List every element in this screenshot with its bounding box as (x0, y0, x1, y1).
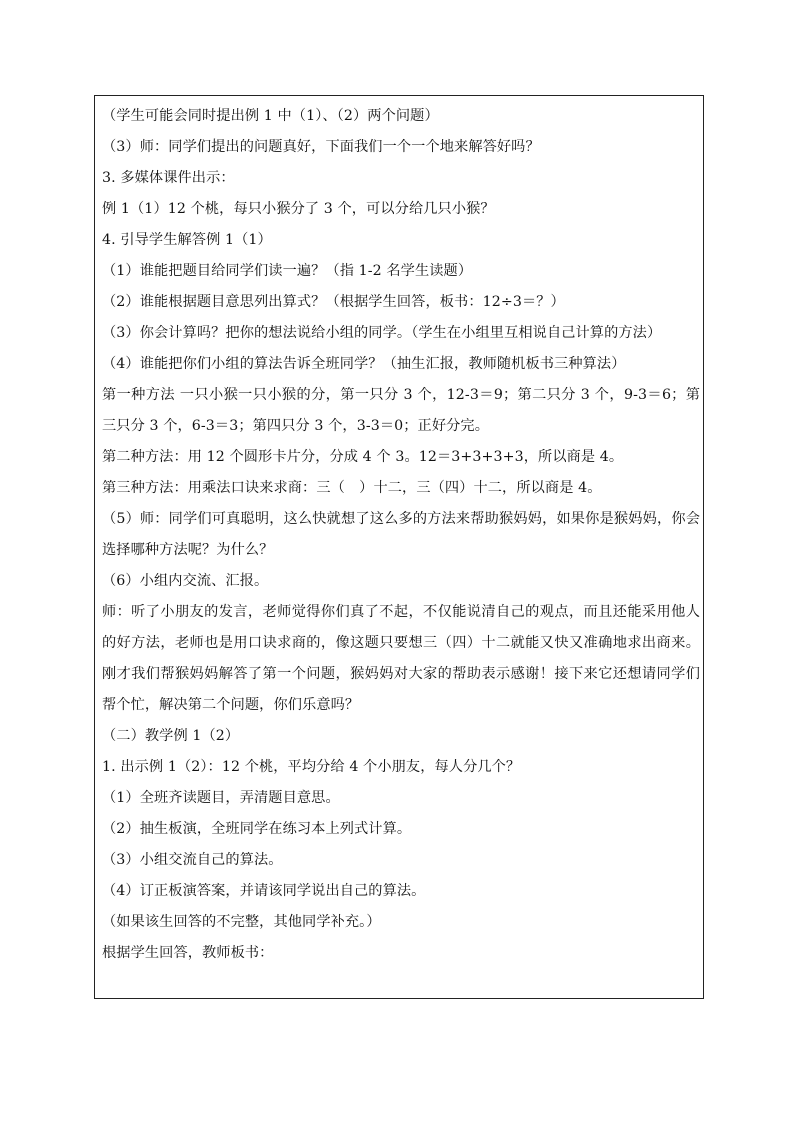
paragraph: 第一种方法 一只小猴一只小猴的分，第一只分 3 个，12-3＝9；第二只分 3 个，9-3＝6；第三只分 3 个，6-3＝3；第四只分 3 个，3-3＝0；正好分完。 (102, 387, 700, 434)
paragraph: （3）师：同学们提出的问题真好，下面我们一个一个地来解答好吗？ (102, 139, 540, 155)
paragraph: （1）谁能把题目给同学们读一遍？（指 1-2 名学生读题） (102, 263, 473, 279)
paragraph: （3）小组交流自己的算法。 (102, 852, 283, 868)
paragraph: （4）订正板演答案，并请该同学说出自己的算法。 (102, 883, 426, 899)
paragraph: 根据学生回答，教师板书： (102, 945, 274, 961)
paragraph: 第二种方法：用 12 个圆形卡片分，分成 4 个 3。12＝3+3+3+3，所以商是 4。 (102, 449, 624, 465)
paragraph: 师：听了小朋友的发言，老师觉得你们真了不起，不仅能说清自己的观点，而且还能采用他人的好方法，老师也是用口诀求商的，像这题只要想三（四）十二就能又快又准确地求出商来。刚才我们帮猴妈妈解答了第一个问题，猴妈妈对大家的帮助表示感谢！接下来它还想请同学们帮个忙，解决第二个问题，你们乐意吗？ (102, 604, 700, 713)
document-body (102, 101, 700, 969)
paragraph: 4. 引导学生解答例 1（1） (102, 232, 272, 248)
paragraph: （4）谁能把你们小组的算法告诉全班同学？（抽生汇报，教师随机板书三种算法） (102, 356, 626, 372)
paragraph: （2）抽生板演，全班同学在练习本上列式计算。 (102, 821, 412, 837)
paragraph: （2）谁能根据题目意思列出算式？（根据学生回答，板书：12÷3＝？） (102, 294, 565, 310)
paragraph: 例 1（1）12 个桃，每只小猴分了 3 个，可以分给几只小猴？ (102, 201, 495, 217)
paragraph: （如果该生回答的不完整，其他同学补充。） (102, 914, 381, 930)
paragraph: 第三种方法：用乘法口诀来求商：三（ ）十二，三（四）十二，所以商是 4。 (102, 480, 602, 496)
paragraph: （学生可能会同时提出例 1 中（1）、（2）两个问题） (102, 108, 439, 124)
paragraph: 3. 多媒体课件出示： (102, 170, 235, 186)
paragraph: （3）你会计算吗？把你的想法说给小组的同学。（学生在小组里互相说自己计算的方法） (102, 325, 662, 341)
paragraph: （5）师：同学们可真聪明，这么快就想了这么多的方法来帮助猴妈妈，如果你是猴妈妈，你会选择哪种方法呢？为什么？ (102, 511, 700, 558)
paragraph: （1）全班齐读题目，弄清题目意思。 (102, 790, 340, 806)
section-heading: （二）教学例 1（2） (102, 728, 240, 744)
paragraph: 1. 出示例 1（2）：12 个桃，平均分给 4 个小朋友，每人分几个？ (102, 759, 521, 775)
paragraph: （6）小组内交流、汇报。 (102, 573, 269, 589)
